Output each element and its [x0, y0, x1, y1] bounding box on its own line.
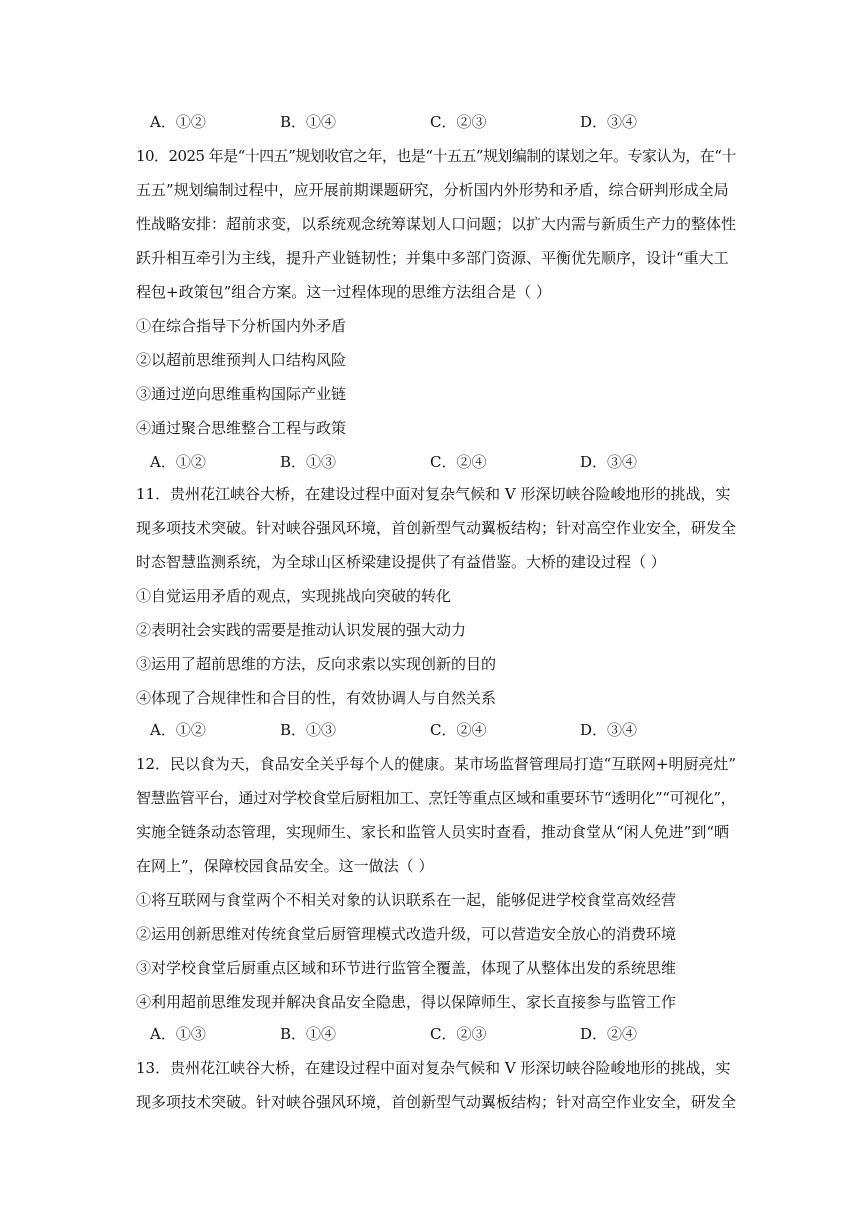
q12-item-2: ②运用创新思维对传统食堂后厨管理模式改造升级，可以营造安全放心的消费环境 [136, 925, 677, 943]
q11-item-2: ②表明社会实践的需要是推动认识发展的强大动力 [136, 621, 467, 639]
q11-option-a: A．①② [150, 721, 206, 739]
q13-stem-line-2: 现多项技术突破。针对峡谷强风环境，首创新型气动翼板结构；针对高空作业安全，研发全 [136, 1093, 737, 1111]
q10-item-2: ②以超前思维预判人口结构风险 [136, 351, 347, 369]
q10-item-1: ①在综合指导下分析国内外矛盾 [136, 317, 347, 335]
q10-options [150, 452, 710, 472]
q10-option-d: D．③④ [580, 453, 638, 471]
q10-stem-line-1: 10．2025 年是“十四五”规划收官之年，也是“十五五”规划编制的谋划之年。专家认为，在“十 [136, 147, 736, 165]
q10-stem-line-4: 跃升相互牵引为主线，提升产业链韧性；并集中多部门资源、平衡优先顺序，设计“重大工 [136, 249, 729, 267]
q11-item-1: ①自觉运用矛盾的观点，实现挑战向突破的转化 [136, 587, 452, 605]
q12-options [150, 1024, 710, 1044]
q12-stem-line-1: 12．民以食为天，食品安全关乎每个人的健康。某市场监督管理局打造“互联网+明厨亮灶” [136, 755, 736, 773]
q10-option-c: C．②④ [430, 453, 487, 471]
q12-option-a: A．①③ [150, 1025, 206, 1043]
q10-item-3: ③通过逆向思维重构国际产业链 [136, 385, 347, 403]
q12-option-b: B．①④ [280, 1025, 337, 1043]
q12-stem-line-3: 实施全链条动态管理，实现师生、家长和监管人员实时查看，推动食堂从“闲人免进”到“晒 [136, 823, 730, 841]
q11-option-c: C．②④ [430, 721, 487, 739]
q11-option-d: D．③④ [580, 721, 638, 739]
q9-option-c: C．②③ [430, 113, 487, 131]
q11-item-3: ③运用了超前思维的方法，反向求索以实现创新的目的 [136, 655, 497, 673]
q9-option-a: A．①② [150, 113, 206, 131]
q11-item-4: ④体现了合规律性和合目的性，有效协调人与自然关系 [136, 689, 497, 707]
q12-option-d: D．②④ [580, 1025, 638, 1043]
q12-stem-line-2: 智慧监管平台，通过对学校食堂后厨粗加工、烹饪等重点区域和重要环节“透明化”“可视化”， [136, 789, 736, 807]
q11-stem-line-3: 时态智慧监测系统，为全球山区桥梁建设提供了有益借鉴。大桥的建设过程（ ） [136, 553, 666, 571]
q10-option-a: A．①② [150, 453, 206, 471]
q11-stem-line-1: 11．贵州花江峡谷大桥，在建设过程中面对复杂气候和 V 形深切峡谷险峻地形的挑战，实 [136, 485, 731, 503]
q12-option-c: C．②③ [430, 1025, 487, 1043]
q12-item-4: ④利用超前思维发现并解决食品安全隐患，得以保障师生、家长直接参与监管工作 [136, 993, 677, 1011]
q9-options [150, 112, 710, 132]
q10-stem-line-3: 性战略安排：超前求变，以系统观念统筹谋划人口问题；以扩大内需与新质生产力的整体性 [136, 215, 737, 233]
q9-option-b: B．①④ [280, 113, 337, 131]
q12-item-3: ③对学校食堂后厨重点区域和环节进行监管全覆盖，体现了从整体出发的系统思维 [136, 959, 677, 977]
q9-option-d: D．③④ [580, 113, 638, 131]
q10-stem-line-2: 五五”规划编制过程中，应开展前期课题研究，分析国内外形势和矛盾，综合研判形成全局 [136, 181, 729, 199]
q13-stem-line-1: 13．贵州花江峡谷大桥，在建设过程中面对复杂气候和 V 形深切峡谷险峻地形的挑战，实 [136, 1059, 731, 1077]
q12-item-1: ①将互联网与食堂两个不相关对象的认识联系在一起，能够促进学校食堂高效经营 [136, 891, 677, 909]
q11-option-b: B．①③ [280, 721, 337, 739]
q10-stem-line-5: 程包+政策包”组合方案。这一过程体现的思维方法组合是（ ） [136, 283, 552, 301]
q10-item-4: ④通过聚合思维整合工程与政策 [136, 419, 347, 437]
q11-stem-line-2: 现多项技术突破。针对峡谷强风环境，首创新型气动翼板结构；针对高空作业安全，研发全 [136, 519, 737, 537]
q12-stem-line-4: 在网上”，保障校园食品安全。这一做法（ ） [136, 857, 434, 875]
q10-option-b: B．①③ [280, 453, 337, 471]
q11-options [150, 720, 710, 740]
